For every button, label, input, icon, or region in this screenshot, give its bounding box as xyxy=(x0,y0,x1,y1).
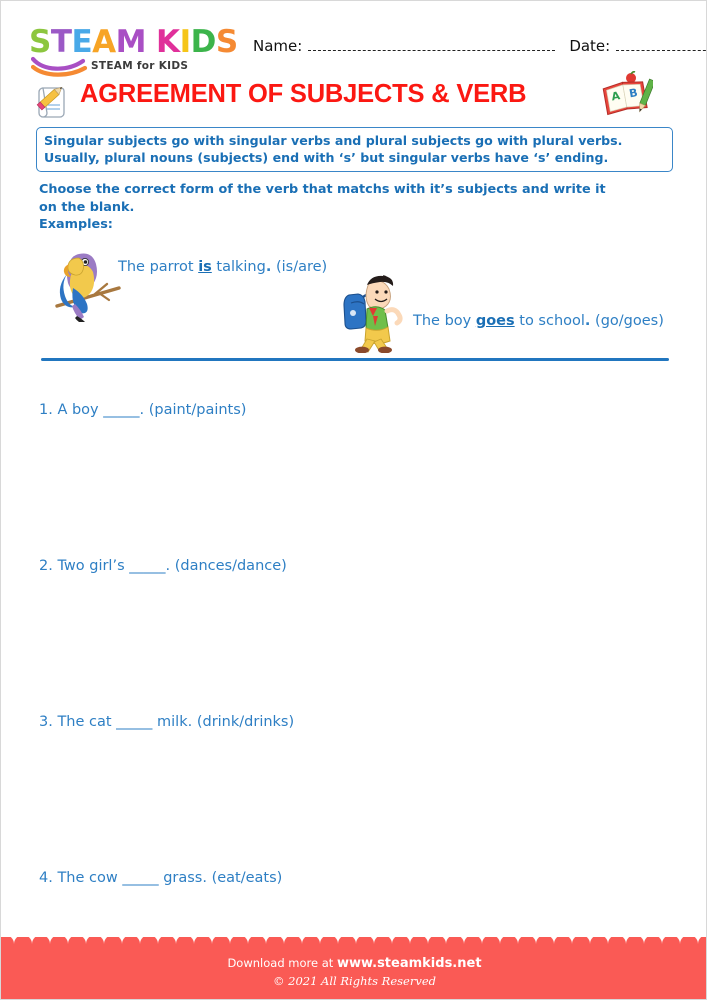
title-row xyxy=(1,77,707,119)
logo-letter-e: E xyxy=(71,24,93,60)
example-2-prefix: The boy xyxy=(413,313,476,329)
logo-letter-s2: S xyxy=(215,24,238,60)
example-1-period: . xyxy=(265,259,272,275)
logo-letter-d: D xyxy=(190,24,216,60)
question-item-4[interactable]: 4. The cow _____ grass. (eat/eats) xyxy=(39,870,283,886)
question-item-3[interactable]: 3. The cat _____ milk. (drink/drinks) xyxy=(39,714,295,730)
footer-download-prefix: Download more at xyxy=(227,956,337,970)
example-2-options: (go/goes) xyxy=(595,313,664,329)
svg-text:B: B xyxy=(628,86,639,101)
example-2-suffix: to school xyxy=(514,313,585,329)
directions-line-1: Choose the correct form of the verb that matchs with it’s subjects and write it xyxy=(39,182,606,197)
footer-download-line xyxy=(1,956,707,971)
schoolboy-illustration xyxy=(341,273,413,353)
page-title: AGREEMENT OF SUBJECTS & VERB xyxy=(80,80,527,108)
logo-letter-s1: S xyxy=(29,24,51,60)
parrot-illustration xyxy=(49,244,127,322)
logo-letter-m: M xyxy=(115,24,147,60)
name-input[interactable] xyxy=(308,50,555,51)
directions-line-2: on the blank. xyxy=(39,199,135,215)
example-1-options: (is/are) xyxy=(275,259,328,275)
example-1-answer: is xyxy=(198,259,212,275)
logo-letter-a: A xyxy=(92,24,116,60)
logo-letter-t: T xyxy=(50,24,72,60)
footer-bar xyxy=(1,948,707,999)
footer-website-link[interactable]: www.steamkids.net xyxy=(336,956,482,971)
name-date-row xyxy=(253,37,707,55)
instruction-line-2: Usually, plural nouns (subjects) end with ‘s’ but singular verbs have ‘s’ ending. xyxy=(44,150,609,165)
page-header xyxy=(1,1,707,73)
example-2-answer: goes xyxy=(475,313,515,329)
instruction-box xyxy=(36,127,673,172)
example-2-period: . xyxy=(584,313,591,329)
examples-label: Examples: xyxy=(39,217,113,232)
example-1-suffix: talking xyxy=(211,259,266,275)
section-divider xyxy=(41,358,669,361)
svg-text:A: A xyxy=(610,89,622,104)
logo-letter-i: I xyxy=(179,24,191,60)
notepad-pencil-icon xyxy=(32,79,72,119)
date-input[interactable] xyxy=(616,50,707,51)
logo-letter-k: K xyxy=(156,24,180,60)
question-item-2[interactable]: 2. Two girl’s _____. (dances/dance) xyxy=(39,558,287,574)
logo-swoosh-icon xyxy=(31,55,89,77)
question-item-1[interactable]: 1. A boy _____. (paint/paints) xyxy=(39,402,247,418)
date-label: Date: xyxy=(569,37,611,55)
logo-wordmark xyxy=(29,24,239,60)
instruction-line-1: Singular subjects go with singular verbs and plural subjects go with plural verbs. xyxy=(44,133,623,148)
steam-kids-logo xyxy=(29,24,239,72)
example-2-sentence xyxy=(413,313,664,329)
logo-tagline: STEAM for KIDS xyxy=(91,60,189,72)
ab-book-icon xyxy=(601,71,653,121)
example-1-prefix: The parrot xyxy=(118,259,199,275)
name-label: Name: xyxy=(253,37,303,55)
page-footer xyxy=(1,937,707,999)
footer-copyright: © 2021 All Rights Reserved xyxy=(272,974,436,988)
directions-text xyxy=(39,181,659,216)
example-1-sentence xyxy=(118,259,327,275)
